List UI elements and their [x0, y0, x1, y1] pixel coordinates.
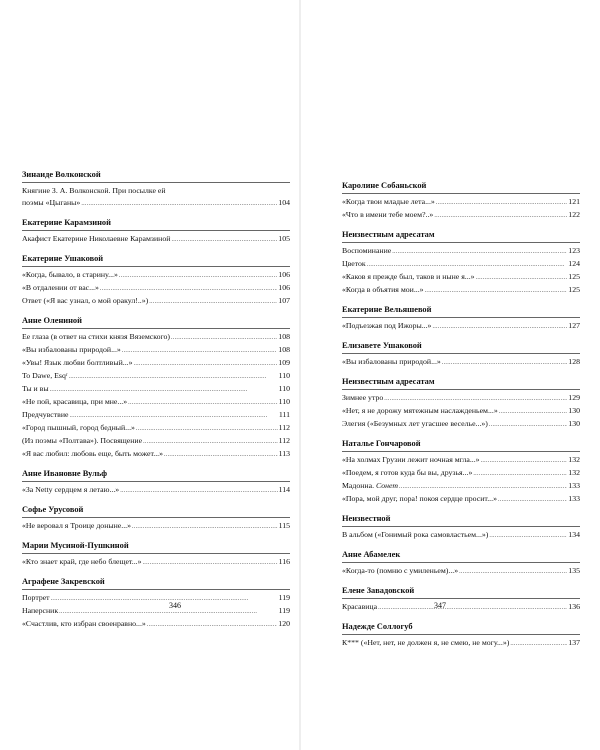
toc-entry[interactable]: [22, 422, 290, 435]
toc-section: [22, 315, 290, 461]
entry-page-number: 122: [568, 210, 580, 219]
entry-title: [22, 269, 118, 281]
toc-entry[interactable]: [22, 520, 290, 533]
dot-leader: [143, 435, 278, 448]
entry-page-number: 128: [568, 357, 580, 366]
toc-entry[interactable]: [342, 565, 580, 578]
toc-section: [342, 376, 580, 431]
dot-leader: [143, 556, 278, 569]
entry-title: [22, 233, 170, 245]
entry-page-number: 119: [278, 593, 290, 602]
dot-leader: [473, 467, 567, 480]
toc-entry[interactable]: [22, 344, 290, 357]
entry-page-number: 132: [568, 468, 580, 477]
dot-leader: [434, 209, 567, 222]
entry-title: [22, 520, 131, 532]
entry-title-text: «Счастлив, кто избран своенравно...»: [22, 619, 146, 628]
entry-page-number: 114: [278, 485, 290, 494]
section-heading: Каролине Собаньской: [342, 180, 580, 194]
entry-title: [342, 601, 377, 613]
entry-title: [342, 454, 480, 466]
section-heading: Елизавете Ушаковой: [342, 340, 580, 354]
entry-page-number: 134: [568, 530, 580, 539]
toc-section: [22, 468, 290, 497]
dot-leader: [50, 383, 278, 396]
toc-entry[interactable]: [342, 245, 580, 258]
toc-section: [342, 304, 580, 333]
entry-title-text: «Город пышный, город бедный...»: [22, 423, 135, 432]
entry-page-number: 130: [568, 406, 580, 415]
entry-title: [22, 295, 148, 307]
right-page: [300, 0, 600, 750]
entry-page-number: 110: [278, 371, 290, 380]
dot-leader: [481, 454, 568, 467]
entry-title: [22, 556, 142, 568]
entry-title-text: «Пора, мой друг, пора! покоя сердце просит...»: [342, 494, 497, 503]
entry-title-text: «Подъезжая под Ижоры...»: [342, 321, 432, 330]
entry-title-text: К*** («Нет, нет, не должен я, не смею, не могу...»): [342, 638, 510, 647]
toc-entry[interactable]: [22, 370, 290, 383]
toc-entry[interactable]: [342, 637, 580, 650]
dot-leader: [69, 370, 278, 383]
entry-title: [22, 484, 119, 496]
toc-entry[interactable]: [22, 435, 290, 448]
entry-title-text: Мадонна.: [342, 481, 376, 490]
toc-entry[interactable]: [22, 383, 290, 396]
entry-page-number: 133: [568, 481, 580, 490]
toc-entry[interactable]: [22, 618, 290, 631]
toc-entry[interactable]: [22, 556, 290, 569]
entry-page-number: 132: [568, 455, 580, 464]
entry-title-text: Зимнее утро: [342, 393, 384, 402]
dot-leader: [164, 448, 278, 461]
entry-title-text: «Когда в объятия мои...»: [342, 285, 424, 294]
entry-title-text: Ее глаза (в ответ на стихи князя Вяземского): [22, 332, 171, 341]
dot-leader: [432, 320, 567, 333]
entry-title: [22, 448, 163, 460]
dot-leader: [476, 271, 568, 284]
dot-leader: [442, 356, 567, 369]
toc-section: [22, 253, 290, 308]
entry-page-number: 124: [568, 259, 580, 268]
entry-title: [342, 284, 424, 296]
page-number-left: 346: [169, 601, 181, 610]
toc-entry[interactable]: [342, 454, 580, 467]
entry-page-number: 112: [278, 436, 290, 445]
entry-title: [22, 396, 127, 408]
section-heading: Зинаиде Волконской: [22, 169, 290, 183]
toc-entry[interactable]: [342, 529, 580, 542]
toc-entry[interactable]: [342, 418, 580, 431]
dot-leader: [498, 493, 567, 506]
entry-page-number: 133: [568, 494, 580, 503]
dot-leader: [132, 520, 278, 533]
entry-title-text: «Нет, я не дорожу мятежным наслажденьем...»: [342, 406, 498, 415]
entry-title-text: Элегия («Безумных лет угасшее веселье...»): [342, 419, 488, 428]
toc-entry[interactable]: [342, 258, 580, 271]
entry-title-text: «Вы избалованы природой...»: [22, 345, 121, 354]
toc-section: [342, 549, 580, 578]
dot-leader: [122, 344, 277, 357]
entry-title-text: «Не пой, красавица, при мне...»: [22, 397, 128, 406]
entry-page-number: 135: [568, 566, 580, 575]
toc-entry[interactable]: [342, 601, 580, 614]
toc-entry[interactable]: [342, 209, 580, 222]
entry-title-text: «Когда-то (помню с умиленьем)...»: [342, 566, 459, 575]
toc-entry[interactable]: [22, 396, 290, 409]
toc-entry[interactable]: [342, 271, 580, 284]
dot-leader: [399, 480, 567, 493]
dot-leader: [134, 357, 278, 370]
entry-page-number: 104: [278, 198, 290, 207]
toc-section: [342, 438, 580, 506]
toc-section: [22, 504, 290, 533]
entry-page-number: 136: [568, 602, 580, 611]
entry-title-text: Воспоминание: [342, 246, 392, 255]
toc-entry[interactable]: [22, 269, 290, 282]
section-heading: Анне Олениной: [22, 315, 290, 329]
entry-title-text: поэмы «Цыганы»: [22, 198, 81, 207]
entry-title-text: «Поедем, я готов куда бы вы, друзья...»: [342, 468, 473, 477]
entry-title: [342, 392, 383, 404]
toc-entry[interactable]: [342, 392, 580, 405]
entry-page-number: 109: [278, 358, 290, 367]
toc-section: [342, 340, 580, 369]
dot-leader: [136, 422, 278, 435]
entry-title-text: «Увы! Язык любви болтливый...»: [22, 358, 133, 367]
toc-entry[interactable]: [22, 295, 290, 308]
entry-title: [342, 480, 398, 492]
dot-leader: [149, 295, 277, 308]
toc-entry[interactable]: [342, 480, 580, 493]
entry-title-text: Акафист Екатерине Николаевне Карамзиной: [22, 234, 171, 243]
section-heading: Анне Абамелек: [342, 549, 580, 563]
section-heading: Елене Завадовской: [342, 585, 580, 599]
section-heading: Марии Мусиной-Пушкиной: [22, 540, 290, 554]
entry-title: [342, 637, 509, 649]
toc-entry-text: Княгине З. А. Волконской. При посылке ей: [22, 186, 166, 195]
dot-leader: [147, 618, 277, 631]
section-heading: Анне Ивановне Вульф: [22, 468, 290, 482]
dot-leader: [384, 392, 567, 405]
dot-leader: [100, 282, 277, 295]
entry-title: [22, 370, 68, 382]
toc-entry[interactable]: [22, 409, 290, 422]
dot-leader: [499, 405, 568, 418]
entry-title-text: Цветок: [342, 259, 366, 268]
entry-page-number: 119: [278, 606, 290, 615]
entry-page-number: 105: [278, 234, 290, 243]
entry-page-number: 108: [278, 332, 290, 341]
entry-title-text: «На холмах Грузии лежит ночная мгла...»: [342, 455, 480, 464]
dot-leader: [70, 409, 278, 422]
entry-page-number: 108: [278, 345, 290, 354]
toc-entry[interactable]: [22, 197, 290, 210]
dot-leader: [120, 484, 277, 497]
entry-title-text: Наперсник: [22, 606, 59, 615]
entry-page-number: 113: [278, 449, 290, 458]
dot-leader: [171, 331, 277, 344]
entry-title: [22, 383, 49, 395]
entry-title: [22, 197, 80, 209]
entry-title-text: «Я вас любил: любовь еще, быть может...»: [22, 449, 164, 458]
entry-title-text: В альбом («Гонимый рока самовластьем...»): [342, 530, 489, 539]
dot-leader: [171, 233, 277, 246]
entry-title: [22, 357, 133, 369]
page-number-right: 347: [434, 601, 446, 610]
entry-title-text: «Вы избалованы природой...»: [342, 357, 441, 366]
entry-page-number: 137: [568, 638, 580, 647]
entry-page-number: 130: [568, 419, 580, 428]
section-heading: Наталье Гончаровой: [342, 438, 580, 452]
entry-title-text: «Когда, бывало, в старину...»: [22, 270, 118, 279]
entry-title: [342, 405, 498, 417]
entry-page-number: 123: [568, 246, 580, 255]
entry-page-number: 110: [278, 384, 290, 393]
toc-entry[interactable]: [342, 356, 580, 369]
toc-entry[interactable]: [22, 282, 290, 295]
entry-title: [342, 356, 441, 368]
entry-page-number: 112: [278, 423, 290, 432]
entry-title-text: «Каков я прежде был, таков и ныне я...»: [342, 272, 475, 281]
toc-section: [22, 540, 290, 569]
dot-leader: [436, 196, 567, 209]
entry-title: [22, 344, 121, 356]
entry-title: [22, 592, 50, 604]
entry-title: [22, 331, 170, 343]
toc-entry[interactable]: [22, 357, 290, 370]
entry-title: [22, 435, 142, 447]
entry-title-text: «Что в имени тебе моем?..»: [342, 210, 434, 219]
entry-title-text: Ответ («Я вас узнал, о мой оракул!..»): [22, 296, 149, 305]
entry-title: [342, 209, 433, 221]
toc-entry[interactable]: [342, 320, 580, 333]
entry-title: [342, 565, 458, 577]
dot-leader: [510, 637, 567, 650]
toc-entry[interactable]: [342, 493, 580, 506]
entry-title: [342, 271, 475, 283]
entry-title-text: «Не веровал я Троице доныне...»: [22, 521, 131, 530]
entry-page-number: 127: [568, 321, 580, 330]
entry-title: [22, 618, 146, 630]
toc-section: [342, 621, 580, 650]
entry-page-number: 115: [278, 521, 290, 530]
section-heading: Неизвестной: [342, 513, 580, 527]
entry-title: [342, 258, 366, 270]
entry-page-number: 125: [568, 285, 580, 294]
entry-page-number: 106: [278, 283, 290, 292]
entry-page-number: 107: [278, 296, 290, 305]
entry-title-text: To Dawe, Esqʳ: [22, 371, 68, 380]
section-heading: Неизвестным адресатам: [342, 376, 580, 390]
entry-title-text: «Кто знает край, где небо блещет...»: [22, 557, 142, 566]
entry-title-text: (Из поэмы «Полтава»). Посвящение: [22, 436, 143, 445]
dot-leader: [489, 529, 567, 542]
entry-title: [342, 196, 435, 208]
entry-title: [342, 467, 472, 479]
entry-title: [342, 245, 391, 257]
entry-page-number: 121: [568, 197, 580, 206]
toc-section: [342, 180, 580, 222]
section-heading: Надежде Соллогуб: [342, 621, 580, 635]
toc-entry[interactable]: [22, 448, 290, 461]
dot-leader: [378, 601, 567, 614]
toc-section: [22, 169, 290, 210]
dot-leader: [81, 197, 277, 210]
section-heading: Екатерине Ушаковой: [22, 253, 290, 267]
toc-entry[interactable]: [22, 331, 290, 344]
toc-section: [342, 513, 580, 542]
entry-page-number: 111: [278, 410, 290, 419]
entry-title-text: «За Netty сердцем я летаю...»: [22, 485, 120, 494]
dot-leader: [392, 245, 567, 258]
dot-leader: [128, 396, 277, 409]
toc-entry[interactable]: [342, 284, 580, 297]
toc-entry[interactable]: [342, 467, 580, 480]
entry-title-text: Ты и вы: [22, 384, 49, 393]
dot-leader: [119, 269, 277, 282]
section-heading: Екатерине Карамзиной: [22, 217, 290, 231]
entry-page-number: 120: [278, 619, 290, 628]
entry-title-text: Красавица: [342, 602, 378, 611]
section-heading: Екатерине Вельяшевой: [342, 304, 580, 318]
toc-entry[interactable]: [342, 196, 580, 209]
entry-page-number: 116: [278, 557, 290, 566]
toc-section: [342, 585, 580, 614]
entry-title: [342, 418, 488, 430]
entry-page-number: 125: [568, 272, 580, 281]
toc-entry[interactable]: [342, 405, 580, 418]
toc-entry[interactable]: [22, 233, 290, 246]
entry-title-text: Предчувствие: [22, 410, 69, 419]
entry-title: [342, 529, 488, 541]
entry-page-number: 106: [278, 270, 290, 279]
entry-title: [22, 409, 69, 421]
section-heading: Аграфене Закревской: [22, 576, 290, 590]
toc-section: [342, 229, 580, 297]
entry-title: [22, 282, 99, 294]
section-heading: Софье Урусовой: [22, 504, 290, 518]
entry-title: [22, 422, 135, 434]
entry-page-number: 129: [568, 393, 580, 402]
section-heading: Неизвестным адресатам: [342, 229, 580, 243]
entry-title: [22, 605, 58, 617]
toc-section: [22, 217, 290, 246]
dot-leader: [425, 284, 568, 297]
entry-title-text: «В отдалении от вас...»: [22, 283, 99, 292]
dot-leader: [459, 565, 567, 578]
dot-leader: [367, 258, 568, 271]
entry-title-text: Портрет: [22, 593, 50, 602]
entry-page-number: 110: [278, 397, 290, 406]
dot-leader: [489, 418, 567, 431]
toc-entry[interactable]: [22, 484, 290, 497]
entry-title: [342, 493, 497, 505]
entry-title-text: «Когда твои младые лета...»: [342, 197, 435, 206]
entry-title: [342, 320, 431, 332]
entry-title-italic: Сонет: [375, 481, 398, 490]
